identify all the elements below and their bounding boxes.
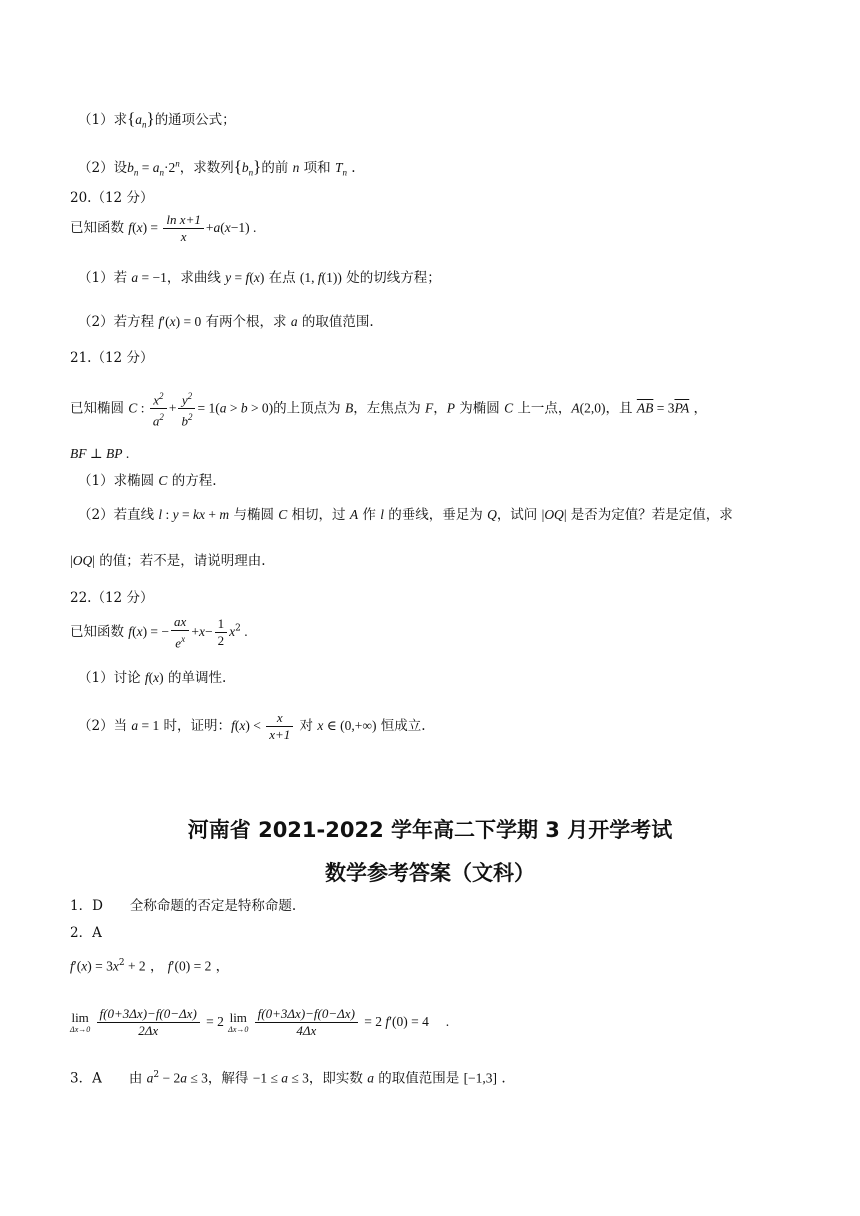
answer-2: 2．A [70,925,102,941]
answer-1: 1．D 全称命题的否定是特称命题. [70,898,297,914]
q21-part2-cont: |OQ| 的值；若不是，请说明理由. [70,553,266,569]
q22-part1: （1）讨论 f(x) 的单调性. [78,670,227,686]
q21-stem: 已知椭圆 C : $\frac{x^2}{a^2}$ + $\frac{y^2}{b^2}$ = 1(a > b > 0)的上顶点为 B，左焦点为 F，P 为椭圆 C 上一点，A(2,0)，且 $\overline{AB} = 3\overline{PA}$ ， [70,388,800,430]
answer-2-eq2: lim Δx→0 $\frac{f(0+3\Delta x)-f(0-\Delta x)}{2\Delta x}$ = 2 lim Δx→0 $\frac{f(0+3\Delta x)-f(0-\Delta x)}{4\Delta x}$ = 2 f′(0) = 4 . [70,1006,450,1038]
q19-part1: （1）求$\{a_n\}$的通项公式； [78,109,236,130]
answer-title: 河南省 2021-2022 学年高二下学期 3 月开学考试 [187,818,673,842]
q20-stem: 已知函数 f(x) = $\frac{\text{ln x+1}}{x}$ +a(x−1) . [70,212,257,244]
q22-header: 22.（12 分） [70,590,154,606]
q21-header: 21.（12 分） [70,350,154,366]
answer-2-eq1: $f'(x) = 3x^2 + 2$ ， f′(0) = 2 ， [70,958,230,975]
q21-part1: （1）求椭圆 C 的方程. [78,473,217,489]
q22-stem: 已知函数 f(x) = − $\frac{ax}{e^x}$ +x− $\frac{1}{2}$ $x^2$ . [70,614,248,651]
answer-3: 3．A 由 $a^2 - 2a \le 3$，解得 −1 ≤ a ≤ 3，即实数 a 的取值范围是 [−1,3] . [70,1070,506,1087]
q19-part2: （2）设$b_n = a_n\cdot 2^n$，求数列$\{b_n\}$的前 n 项和 $T_n$ . [78,157,356,178]
q20-header: 20.（12 分） [70,190,154,206]
q20-part1: （1）若 a = −1，求曲线 y = f(x) 在点 (1, f(1)) 处的切线方程； [78,270,441,286]
answer-subtitle: 数学参考答案（文科） [325,861,535,885]
q20-part2: （2）若方程 f′(x) = 0 有两个根，求 a 的取值范围. [78,314,374,330]
q21-part2: （2）若直线 l : y = kx + m 与椭圆 C 相切，过 A 作 l 的垂线，垂足为 Q，试问 |OQ| 是否为定值？若是定值，求 [78,507,733,523]
q22-part2: （2）当 a = 1 时，证明：f(x) < $\frac{x}{x+1}$ 对 x ∈ (0,+∞) 恒成立. [78,710,426,742]
q21-stem-cont: BF ⊥ BP . [70,446,130,461]
